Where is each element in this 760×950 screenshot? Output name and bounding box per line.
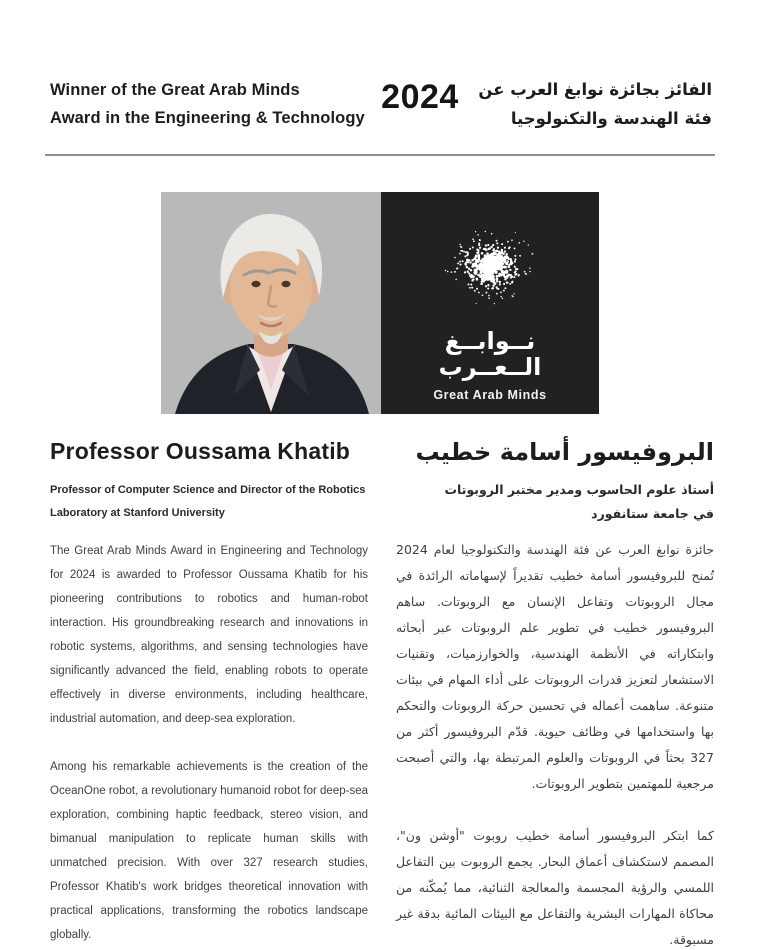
logo-wordmark-arabic-line2: الــعــرب <box>438 353 542 382</box>
award-citation-english: The Great Arab Minds Award in Engineering and Technology for 2024 is awarded to Professor Oussama Khatib for his pioneering contributions to robotics and human-robot interaction. His groundbreaking research and innovations in robotic systems, algorithms, and sensing technologies have significantly advanced the field, enabling robots to operate effectively in diverse environments, including healthcare, industrial automation, and deep-sea exploration. <box>50 544 368 725</box>
laureate-name-arabic: البروفيسور أسامة خطيب <box>415 437 714 466</box>
award-year: 2024 <box>381 78 459 116</box>
laureate-title-arabic-line1: أستاذ علوم الحاسوب ومدير مختبر الروبوتات <box>444 481 714 497</box>
laureate-portrait-illustration <box>161 192 381 414</box>
profile-content <box>0 414 760 950</box>
achievements-english: Among his remarkable achievements is the creation of the OceanOne robot, a revolutionary humanoid robot for deep-sea exploration, combining haptic feedback, stereo vision, and bimanual manipulation to replicate human skills with unmatched precision. With over 327 research studies, Professor Khatib's work bridges theoretical innovation with practical applications, transforming the robotics landscape globally. <box>50 760 368 941</box>
laureate-title-arabic-line2: في جامعة ستانفورد <box>591 505 714 521</box>
page-header <box>0 0 760 134</box>
arabic-column <box>396 438 714 950</box>
english-column <box>50 438 368 950</box>
laureate-title-english: Professor of Computer Science and Director of the Robotics Laboratory at Stanford University <box>50 483 366 519</box>
logo-wordmark-arabic-line1: نــوابــغ <box>444 326 536 355</box>
great-arab-minds-logo <box>381 192 599 414</box>
header-title-english <box>50 76 372 132</box>
header-title-english-line2: Award in the Engineering & Technology <box>50 109 365 128</box>
header-title-arabic-line1: الفائز بجائزة نوابغ العرب عن <box>478 80 712 99</box>
award-citation-arabic: جائزة نوابغ العرب عن فئة الهندسة والتكنولوجيا لعام 2024 تُمنح للبروفيسور أسامة خطيب تقديراً لإسهاماته الرائدة في مجال الروبوتات وتفاعل الإنسان مع الروبوتات. ساهم البروفيسور خطيب في تطوير علم الروبوتات عبر أبحاثه وابتكاراته في الأنظمة الهندسية، والخوارزميات، وتقنيات الاستشعار لتعزيز قدرات الروبوتات على أداء المهام في بيئات متنوعة. ساهمت أعماله في تحسين حركة الروبوتات والتحكم بها واستخدامها في وظائف حيوية. قدّم البروفيسور أكثر من 327 بحثاً في الروبوتات والعلوم المرتبطة بها، والتي أصبحت مرجعية للمهتمين بتطوير الروبوتات. <box>396 542 714 792</box>
logo-wordmark-english: Great Arab Minds <box>433 387 547 402</box>
laureate-photo <box>161 192 381 414</box>
header-title-arabic <box>468 76 712 134</box>
starburst-dots-icon <box>381 198 599 338</box>
header-title-arabic-line2: فئة الهندسة والتكنولوجيا <box>510 108 712 128</box>
logo-wordmark-arabic <box>381 328 599 381</box>
hero-banner <box>161 192 599 414</box>
header-divider <box>45 154 715 156</box>
achievements-arabic: كما ابتكر البروفيسور أسامة خطيب روبوت "أوشن ون"، المصمم لاستكشاف أعماق البحار. يجمع الروبوت بين التفاعل اللمسي والرؤية المجسمة والمعالجة الثنائية، مما يُمكّنه من محاكاة المهارات البشرية والتفاعل مع البيئات المائية بدقة غير مسبوقة. <box>396 828 714 948</box>
laureate-title-arabic <box>396 478 714 526</box>
header-title-english-line1: Winner of the Great Arab Minds <box>50 81 300 99</box>
laureate-name-english: Professor Oussama Khatib <box>50 437 351 464</box>
